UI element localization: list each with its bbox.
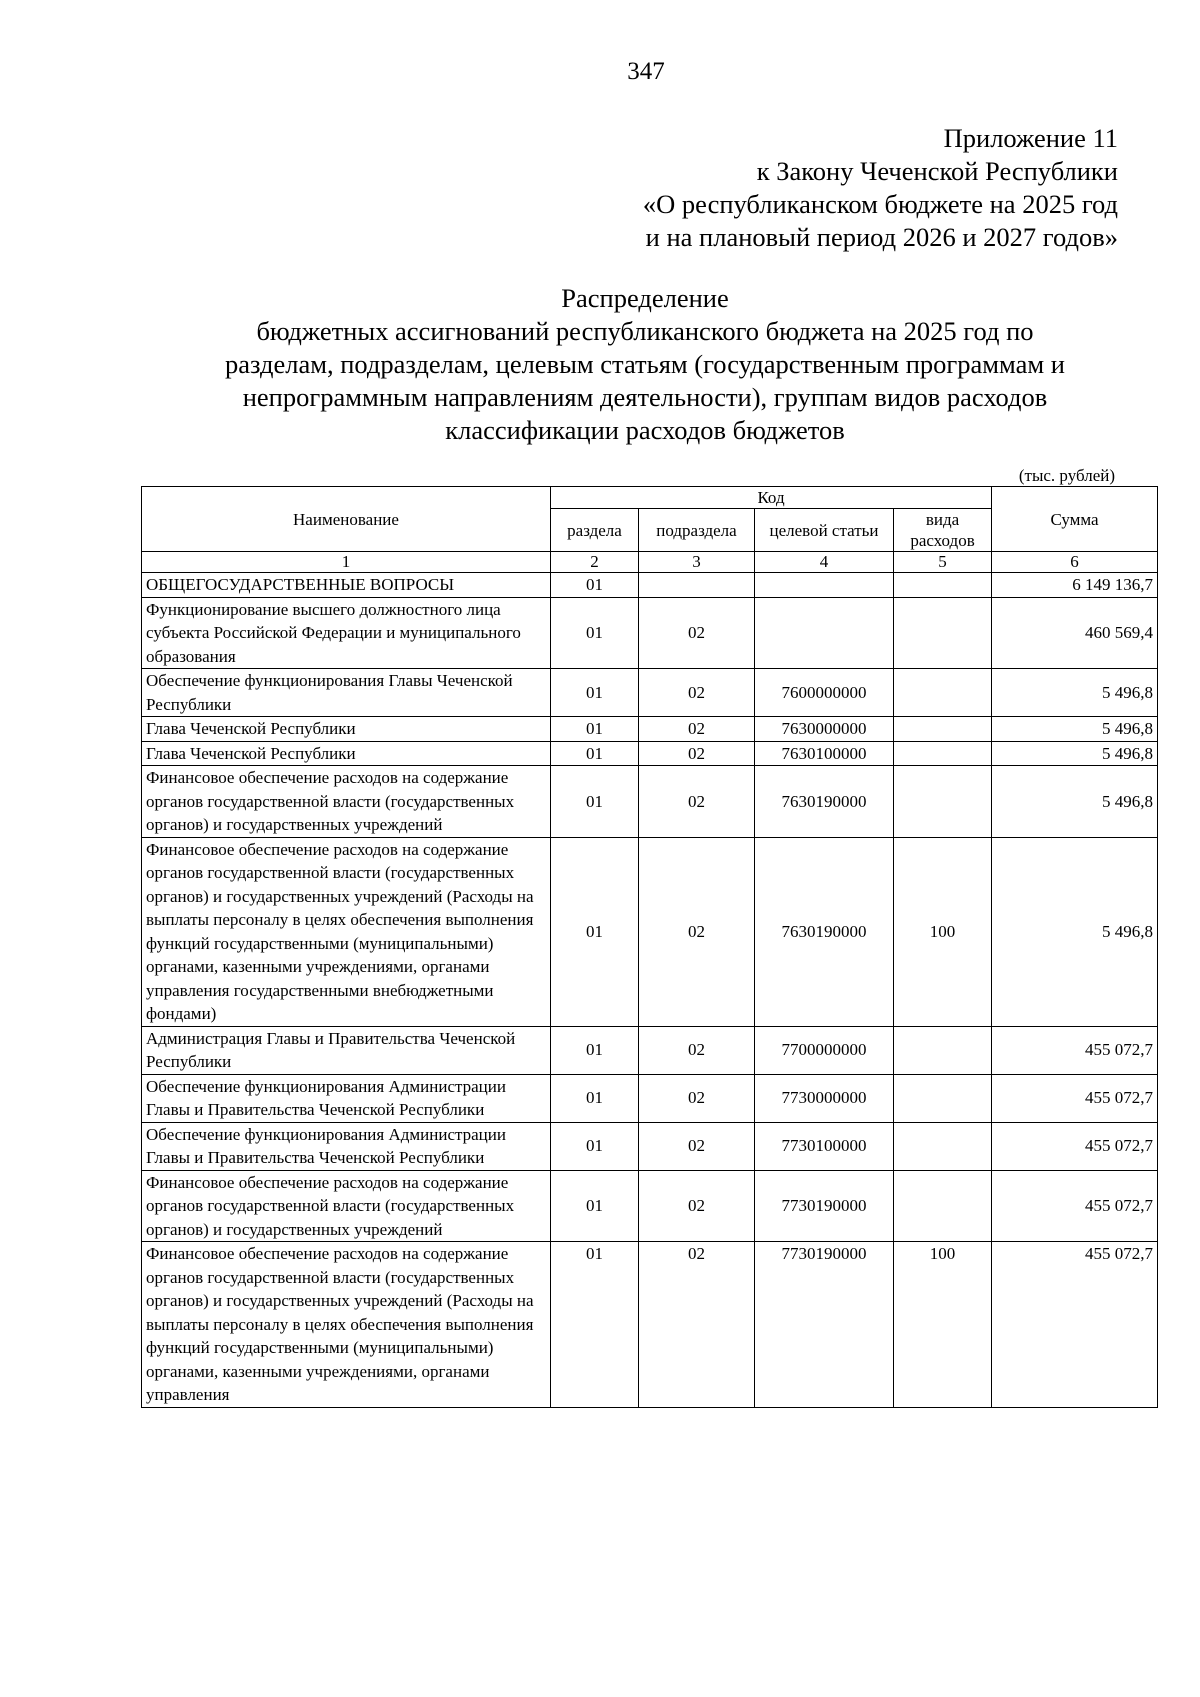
row-subsection: 02 [639,837,755,1026]
column-number: 6 [992,552,1158,573]
row-sum: 455 072,7 [992,1122,1158,1170]
row-subsection: 02 [639,741,755,766]
table-row [142,1026,1158,1074]
row-sum: 455 072,7 [992,1170,1158,1242]
unit-label: (тыс. рублей) [1018,466,1115,485]
column-number: 5 [894,552,992,573]
row-section: 01 [551,1026,639,1074]
row-target: 7730190000 [755,1170,894,1242]
row-name: Обеспечение функционирования Главы Чеченской Республики [142,669,551,717]
row-type [894,669,992,717]
row-target: 7700000000 [755,1026,894,1074]
row-name: ОБЩЕГОСУДАРСТВЕННЫЕ ВОПРОСЫ [142,573,551,598]
row-type [894,766,992,838]
title-line: бюджетных ассигнований республиканского бюджета на 2025 год по [256,316,1034,346]
row-section: 01 [551,669,639,717]
row-target: 7600000000 [755,669,894,717]
column-number: 2 [551,552,639,573]
row-subsection: 02 [639,1122,755,1170]
row-target: 7730100000 [755,1122,894,1170]
page-number: 347 [627,58,665,85]
row-target: 7630190000 [755,766,894,838]
table-row [142,837,1158,1026]
row-sum: 455 072,7 [992,1026,1158,1074]
row-type [894,597,992,669]
row-subsection: 02 [639,766,755,838]
table-row [142,717,1158,742]
title-line: непрограммным направлениям деятельности), группам видов расходов [242,382,1048,412]
row-section: 01 [551,717,639,742]
header-name: Наименование [142,487,551,552]
document-title [150,282,1140,447]
row-sum: 5 496,8 [992,669,1158,717]
row-name: Функционирование высшего должностного лица субъекта Российской Федерации и муниципального образования [142,597,551,669]
row-target [755,597,894,669]
budget-table [141,486,1158,1408]
row-name: Финансовое обеспечение расходов на содержание органов государственной власти (государственных органов) и государственных учреждений [142,766,551,838]
row-name: Финансовое обеспечение расходов на содержание органов государственной власти (государственных органов) и государственных учреждений (Расходы на выплаты персоналу в целях обеспечения выполнения функций государственными (муниципальными) органами, казенными учреждениями, органами управления государственными внебюджетными фондами) [142,837,551,1026]
table-row [142,1242,1158,1408]
row-sum: 455 072,7 [992,1242,1158,1408]
row-type [894,1170,992,1242]
row-name: Финансовое обеспечение расходов на содержание органов государственной власти (государственных органов) и государственных учреждений (Расходы на выплаты персоналу в целях обеспечения выполнения функций государственными (муниципальными) органами, казенными учреждениями, органами управления [142,1242,551,1408]
row-subsection: 02 [639,1242,755,1408]
title-line: классификации расходов бюджетов [445,415,845,445]
column-number: 1 [142,552,551,573]
row-sum: 5 496,8 [992,766,1158,838]
row-section: 01 [551,1122,639,1170]
appendix-line: к Закону Чеченской Республики [756,156,1118,186]
row-name: Обеспечение функционирования Администрации Главы и Правительства Чеченской Республики [142,1074,551,1122]
row-section: 01 [551,741,639,766]
header-type: вида расходов [894,509,992,552]
row-section: 01 [551,766,639,838]
header-code: Код [551,487,992,509]
title-line: разделам, подразделам, целевым статьям (государственным программам и [224,349,1065,379]
row-name: Глава Чеченской Республики [142,717,551,742]
appendix-line: и на плановый период 2026 и 2027 годов» [645,222,1118,252]
row-section: 01 [551,837,639,1026]
appendix-header [643,122,1118,254]
row-subsection: 02 [639,1026,755,1074]
title-line: Распределение [561,283,729,313]
row-section: 01 [551,1242,639,1408]
table-row [142,1122,1158,1170]
row-sum: 6 149 136,7 [992,573,1158,598]
appendix-line: Приложение 11 [943,123,1118,153]
row-type: 100 [894,1242,992,1408]
table-row [142,1170,1158,1242]
column-number: 4 [755,552,894,573]
row-target: 7730190000 [755,1242,894,1408]
row-type: 100 [894,837,992,1026]
header-section: раздела [551,509,639,552]
row-sum: 5 496,8 [992,837,1158,1026]
row-sum: 460 569,4 [992,597,1158,669]
row-subsection: 02 [639,1170,755,1242]
table-body [142,573,1158,1408]
row-name: Финансовое обеспечение расходов на содержание органов государственной власти (государственных органов) и государственных учреждений [142,1170,551,1242]
row-target: 7630100000 [755,741,894,766]
table-row [142,597,1158,669]
row-subsection: 02 [639,597,755,669]
row-name: Администрация Главы и Правительства Чеченской Республики [142,1026,551,1074]
row-sum: 5 496,8 [992,741,1158,766]
row-name: Глава Чеченской Республики [142,741,551,766]
row-type [894,1074,992,1122]
row-target: 7630190000 [755,837,894,1026]
row-type [894,1026,992,1074]
row-subsection [639,573,755,598]
row-type [894,717,992,742]
row-section: 01 [551,1170,639,1242]
table-row [142,669,1158,717]
row-target: 7730000000 [755,1074,894,1122]
table-row [142,1074,1158,1122]
row-section: 01 [551,597,639,669]
row-subsection: 02 [639,717,755,742]
header-sum: Сумма [992,487,1158,552]
row-name: Обеспечение функционирования Администрации Главы и Правительства Чеченской Республики [142,1122,551,1170]
row-sum: 5 496,8 [992,717,1158,742]
header-subsection: подраздела [639,509,755,552]
row-type [894,573,992,598]
row-type [894,741,992,766]
appendix-line: «О республиканском бюджете на 2025 год [642,189,1118,219]
row-target [755,573,894,598]
row-section: 01 [551,573,639,598]
table-row [142,766,1158,838]
row-type [894,1122,992,1170]
table-row [142,573,1158,598]
table-header [142,487,1158,573]
row-subsection: 02 [639,1074,755,1122]
row-section: 01 [551,1074,639,1122]
table-row [142,741,1158,766]
row-sum: 455 072,7 [992,1074,1158,1122]
row-subsection: 02 [639,669,755,717]
row-target: 7630000000 [755,717,894,742]
column-number: 3 [639,552,755,573]
header-target: целевой статьи [755,509,894,552]
